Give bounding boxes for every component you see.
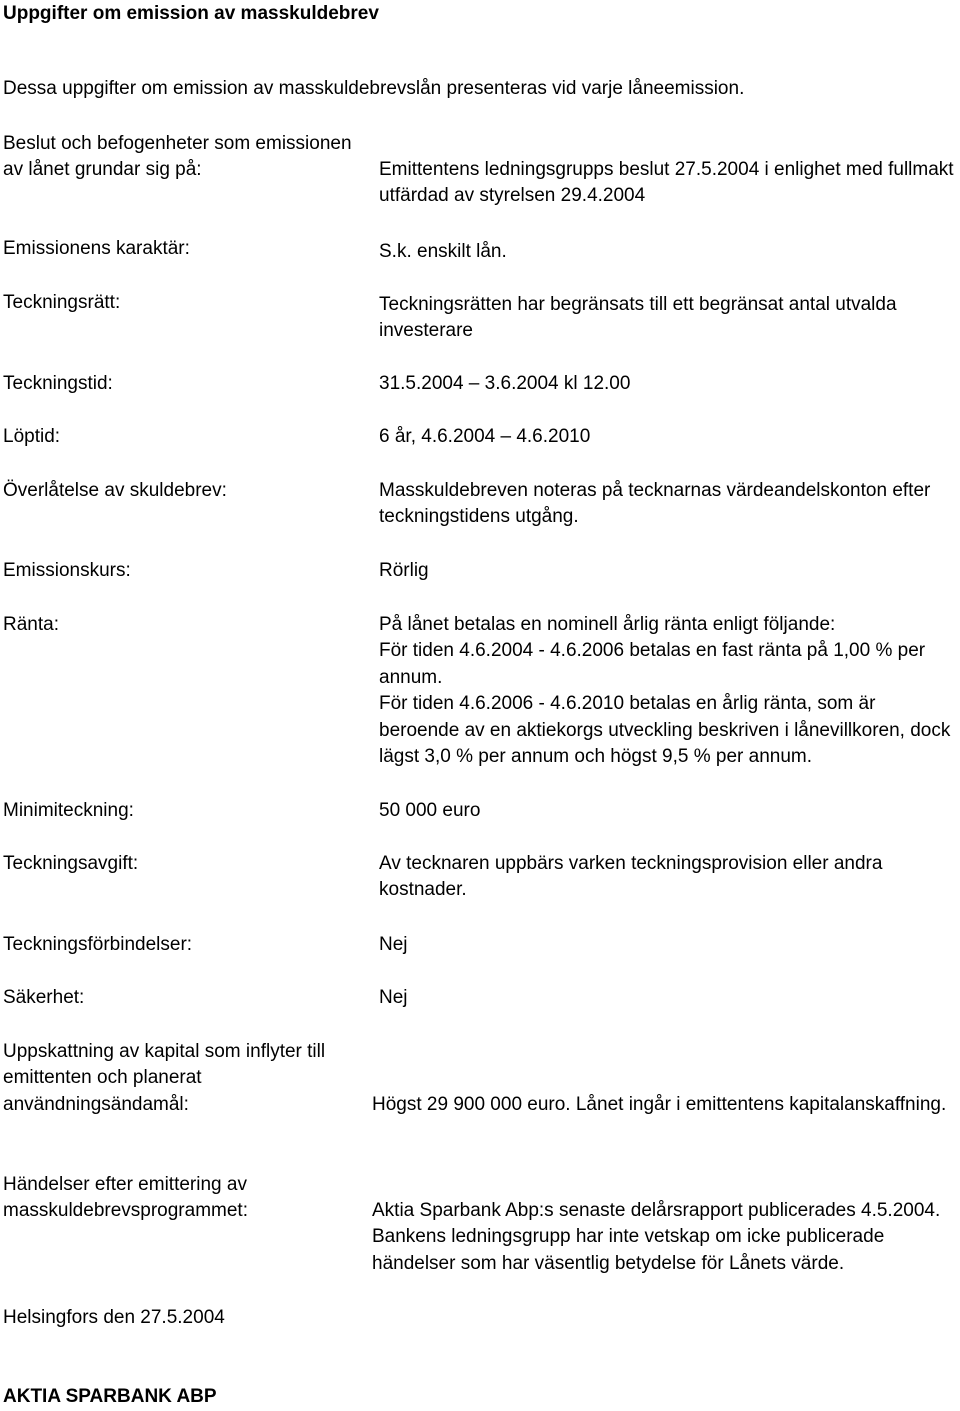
emissionskurs-label: Emissionskurs:	[3, 560, 131, 581]
ranta-line-5: beroende av en aktiekorgs utveckling beskriven i lånevillkoren, dock	[379, 720, 951, 741]
teckningstid-label: Teckningstid:	[3, 373, 113, 394]
sakerhet-label: Säkerhet:	[3, 987, 85, 1008]
uppskattning-label-line1: Uppskattning av kapital som inflyter till	[3, 1041, 326, 1062]
teckningsavgift-value-line2: kostnader.	[379, 879, 467, 900]
loptid-value: 6 år, 4.6.2004 – 4.6.2010	[379, 426, 591, 447]
ranta-label: Ränta:	[3, 614, 59, 635]
overlatelse-value-line1: Masskuldebreven noteras på tecknarnas värdeandelskonton efter	[379, 480, 931, 501]
beslut-label-line2: av lånet grundar sig på:	[3, 159, 202, 180]
handelser-value-line3: händelser som har väsentlig betydelse för Lånets värde.	[372, 1253, 845, 1274]
page-title: Uppgifter om emission av masskuldebrev	[3, 3, 379, 24]
handelser-value-line1: Aktia Sparbank Abp:s senaste delårsrapport publicerades 4.5.2004.	[372, 1200, 941, 1221]
place-date: Helsingfors den 27.5.2004	[3, 1307, 225, 1328]
beslut-value-line1: Emittentens ledningsgrupps beslut 27.5.2004 i enlighet med fullmakt	[379, 159, 954, 180]
teckningsratt-value-line1: Teckningsrätten har begränsats till ett begränsat antal utvalda	[379, 294, 897, 315]
ranta-line-1: På lånet betalas en nominell årlig ränta enligt följande:	[379, 614, 836, 635]
beslut-value-line2: utfärdad av styrelsen 29.4.2004	[379, 185, 646, 206]
signature: AKTIA SPARBANK ABP	[3, 1386, 217, 1407]
karaktar-label: Emissionens karaktär:	[3, 238, 190, 259]
ranta-line-4: För tiden 4.6.2006 - 4.6.2010 betalas en årlig ränta, som är	[379, 693, 876, 714]
teckningsratt-label: Teckningsrätt:	[3, 292, 121, 313]
teckningsavgift-label: Teckningsavgift:	[3, 853, 139, 874]
uppskattning-label-line3: användningsändamål:	[3, 1094, 189, 1115]
teckningstid-value: 31.5.2004 – 3.6.2004 kl 12.00	[379, 373, 631, 394]
handelser-label-line1: Händelser efter emittering av	[3, 1174, 247, 1195]
beslut-label-line1: Beslut och befogenheter som emissionen	[3, 133, 352, 154]
overlatelse-label: Överlåtelse av skuldebrev:	[3, 480, 227, 501]
teckningsratt-value-line2: investerare	[379, 320, 473, 341]
minimiteckning-label: Minimiteckning:	[3, 800, 134, 821]
handelser-value-line2: Bankens ledningsgrupp har inte vetskap om icke publicerade	[372, 1226, 885, 1247]
ranta-line-6: lägst 3,0 % per annum och högst 9,5 % per annum.	[379, 746, 813, 767]
teckningsavgift-value-line1: Av tecknaren uppbärs varken teckningsprovision eller andra	[379, 853, 883, 874]
loptid-label: Löptid:	[3, 426, 61, 447]
overlatelse-value-line2: teckningstidens utgång.	[379, 506, 579, 527]
minimiteckning-value: 50 000 euro	[379, 800, 481, 821]
karaktar-value: S.k. enskilt lån.	[379, 241, 507, 262]
uppskattning-value: Högst 29 900 000 euro. Lånet ingår i emittentens kapitalanskaffning.	[372, 1094, 947, 1115]
ranta-line-3: annum.	[379, 667, 443, 688]
teckningsforbindelser-label: Teckningsförbindelser:	[3, 934, 193, 955]
sakerhet-value: Nej	[379, 987, 408, 1008]
teckningsforbindelser-value: Nej	[379, 934, 408, 955]
intro-text: Dessa uppgifter om emission av masskuldebrevslån presenteras vid varje låneemission.	[3, 78, 745, 99]
ranta-line-2: För tiden 4.6.2004 - 4.6.2006 betalas en fast ränta på 1,00 % per	[379, 640, 926, 661]
emissionskurs-value: Rörlig	[379, 560, 429, 581]
handelser-label-line2: masskuldebrevsprogrammet:	[3, 1200, 248, 1221]
uppskattning-label-line2: emittenten och planerat	[3, 1067, 202, 1088]
